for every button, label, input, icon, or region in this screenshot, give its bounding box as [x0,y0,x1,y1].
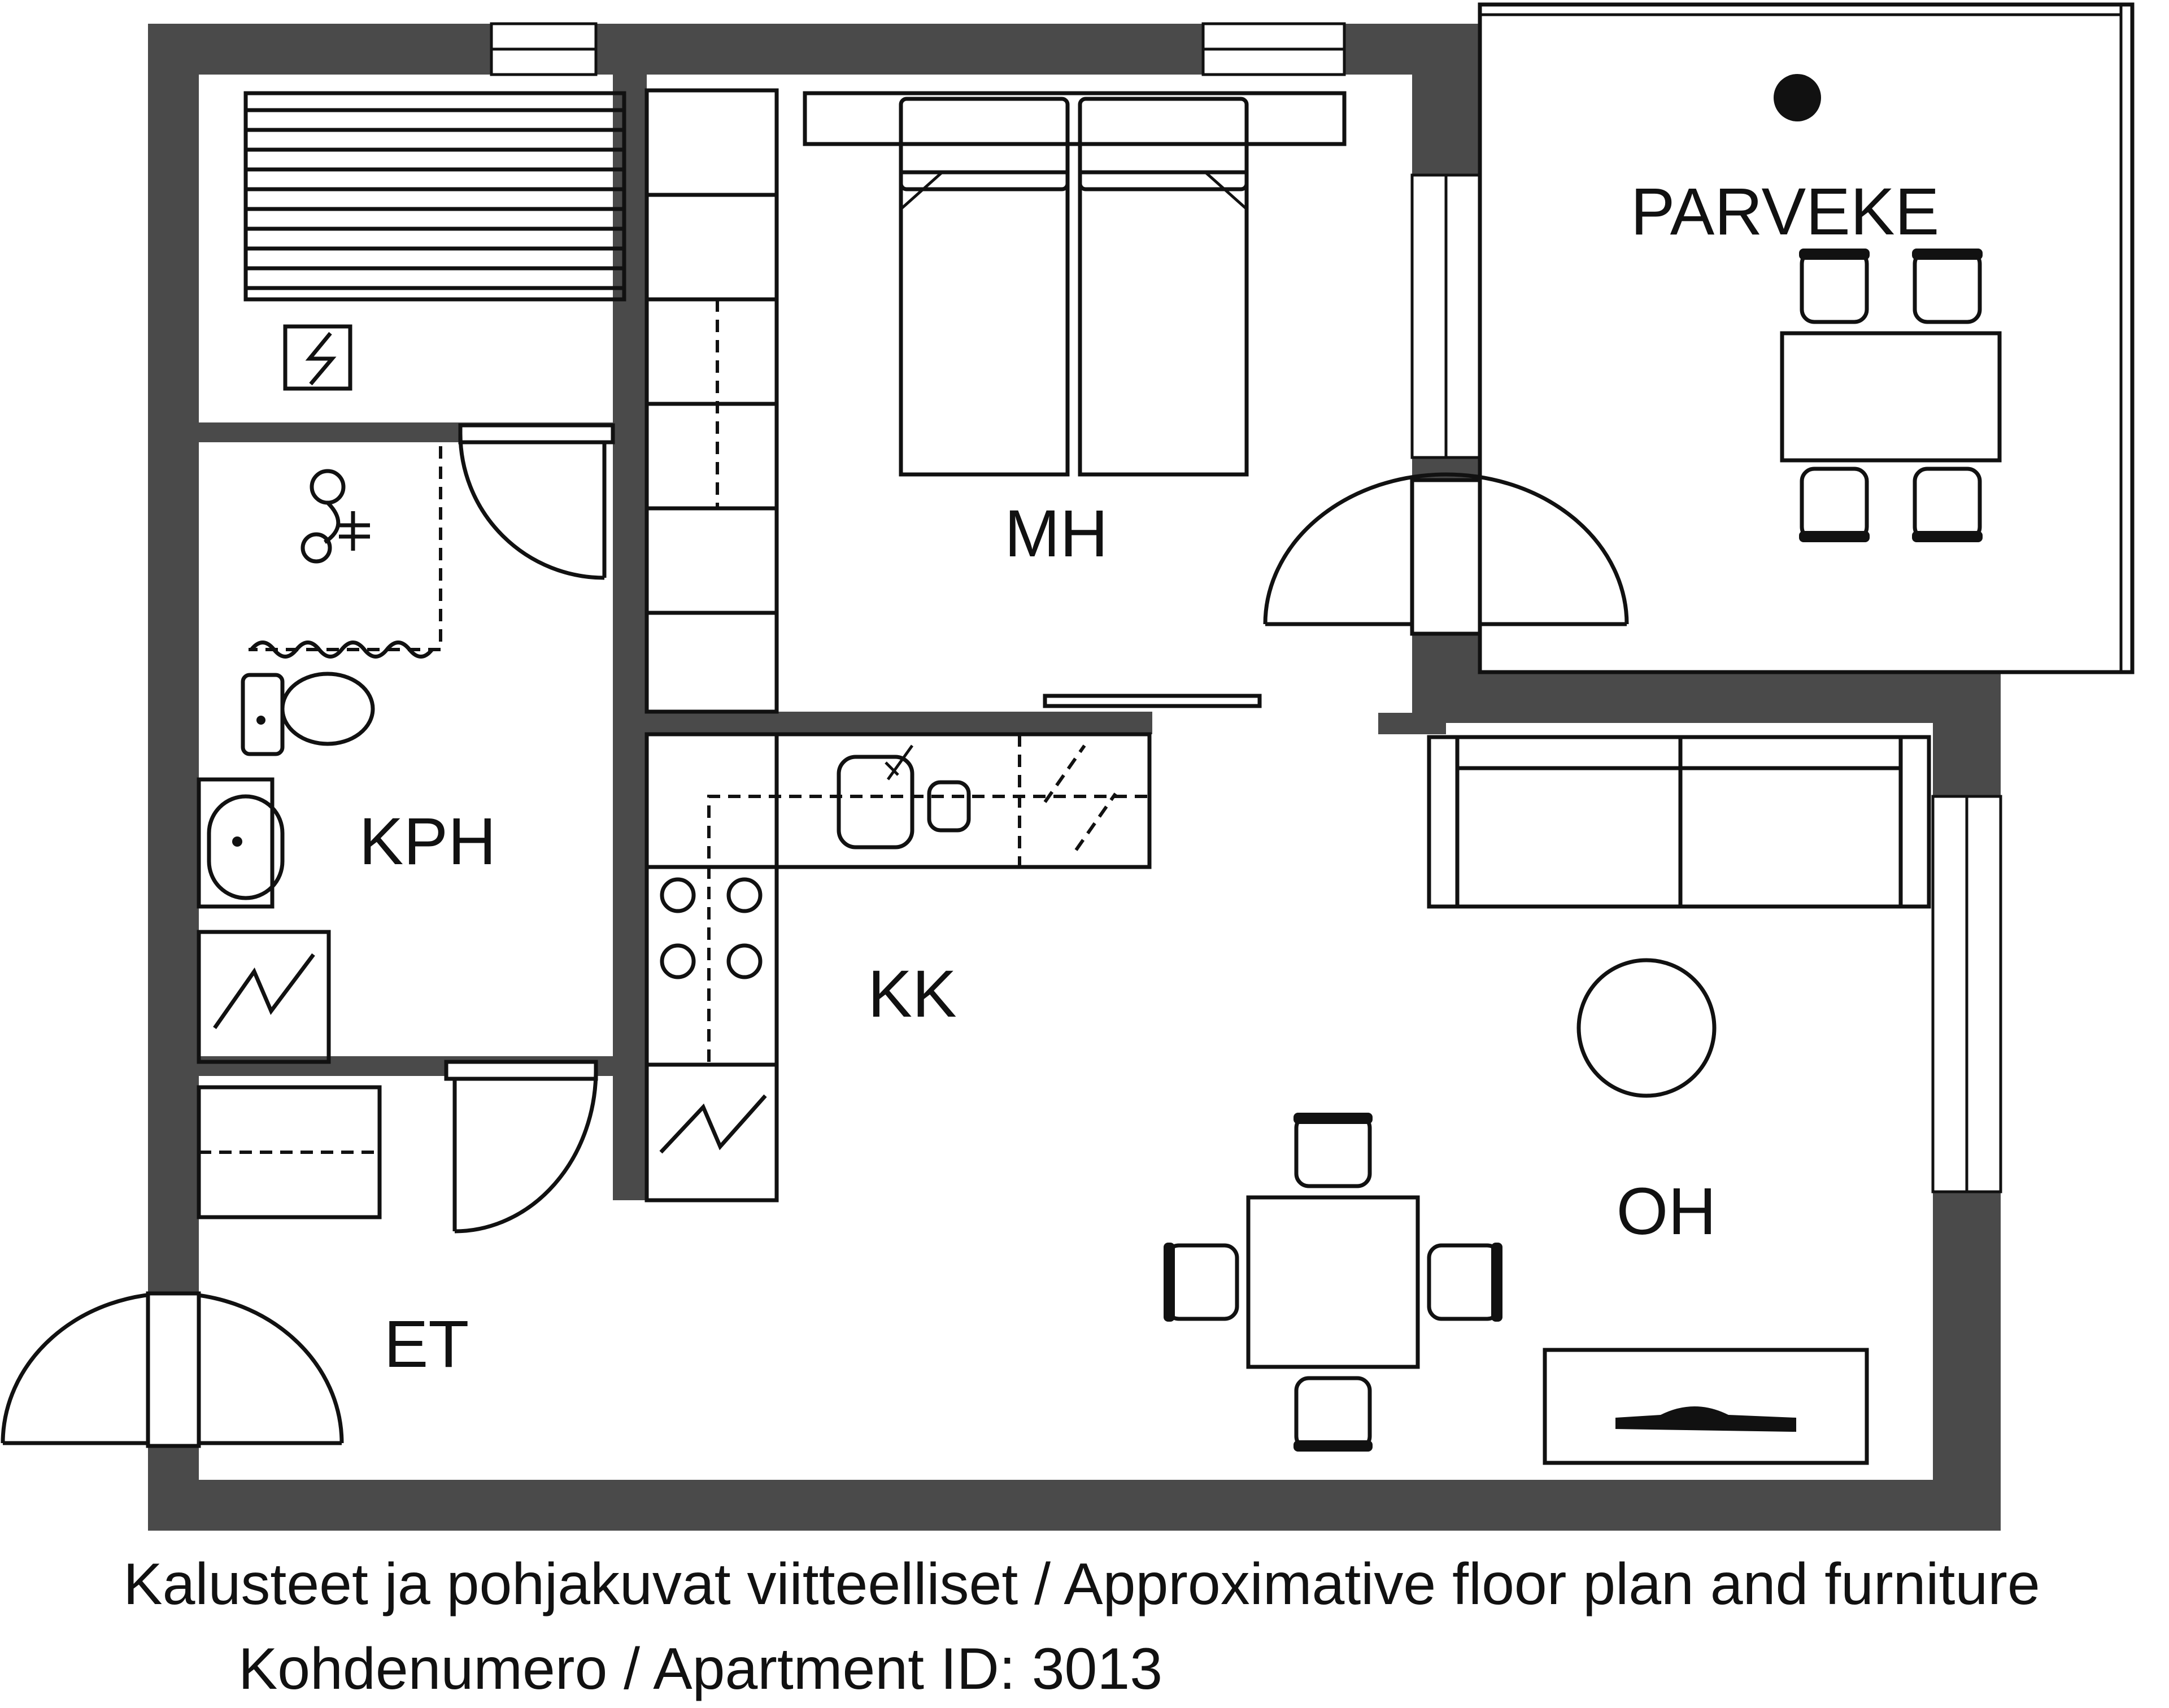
room-label-parveke: PARVEKE [1630,175,1940,249]
balcony-chair [1799,469,1870,542]
balcony-chair [1799,249,1870,322]
dining-chair [1293,1378,1373,1452]
caption-apartment-id: Kohdenumero / Apartment ID: 3013 [238,1636,1163,1702]
balcony-chair [1912,469,1983,542]
tv-stand [1545,1350,1867,1463]
dining-chair [1293,1113,1373,1186]
caption-disclaimer: Kalusteet ja pohjakuvat viitteelliset / Approximative floor plan and furniture [123,1552,2040,1617]
sauna-stove-icon [285,326,350,389]
room-label-kph: KPH [359,804,496,879]
room-label-et: ET [384,1307,469,1382]
sofa [1429,737,1929,907]
room-label-mh: MH [1004,496,1108,571]
bath-cabinet [199,932,329,1062]
bathroom [199,446,441,1062]
room-label-oh: OH [1616,1174,1717,1249]
fridge-icon [661,1096,765,1152]
closet-door[interactable] [446,1062,596,1231]
toilet [243,674,373,754]
entry-closet [199,1087,380,1217]
interior-walls [148,68,1152,1200]
double-bed [805,93,1344,474]
balcony-chair [1912,249,1983,322]
entrance-door[interactable] [3,1293,342,1446]
stove [662,879,760,977]
balcony [1480,5,2132,672]
sauna-bench [246,110,624,288]
balcony-lamp [1774,74,1821,121]
room-label-kk: KK [868,957,957,1031]
wardrobe [647,90,777,712]
round-coffee-table [1579,960,1714,1096]
balcony-table [1782,333,2000,460]
dining-table [1248,1197,1418,1367]
dining-chair [1429,1243,1502,1322]
balcony-door[interactable] [1265,474,1627,634]
sliding-door[interactable] [1045,696,1260,706]
sink [199,779,282,907]
sauna [246,93,624,389]
dining-chair [1164,1243,1237,1322]
shower-icon [303,471,370,561]
bathroom-door[interactable] [460,425,613,578]
